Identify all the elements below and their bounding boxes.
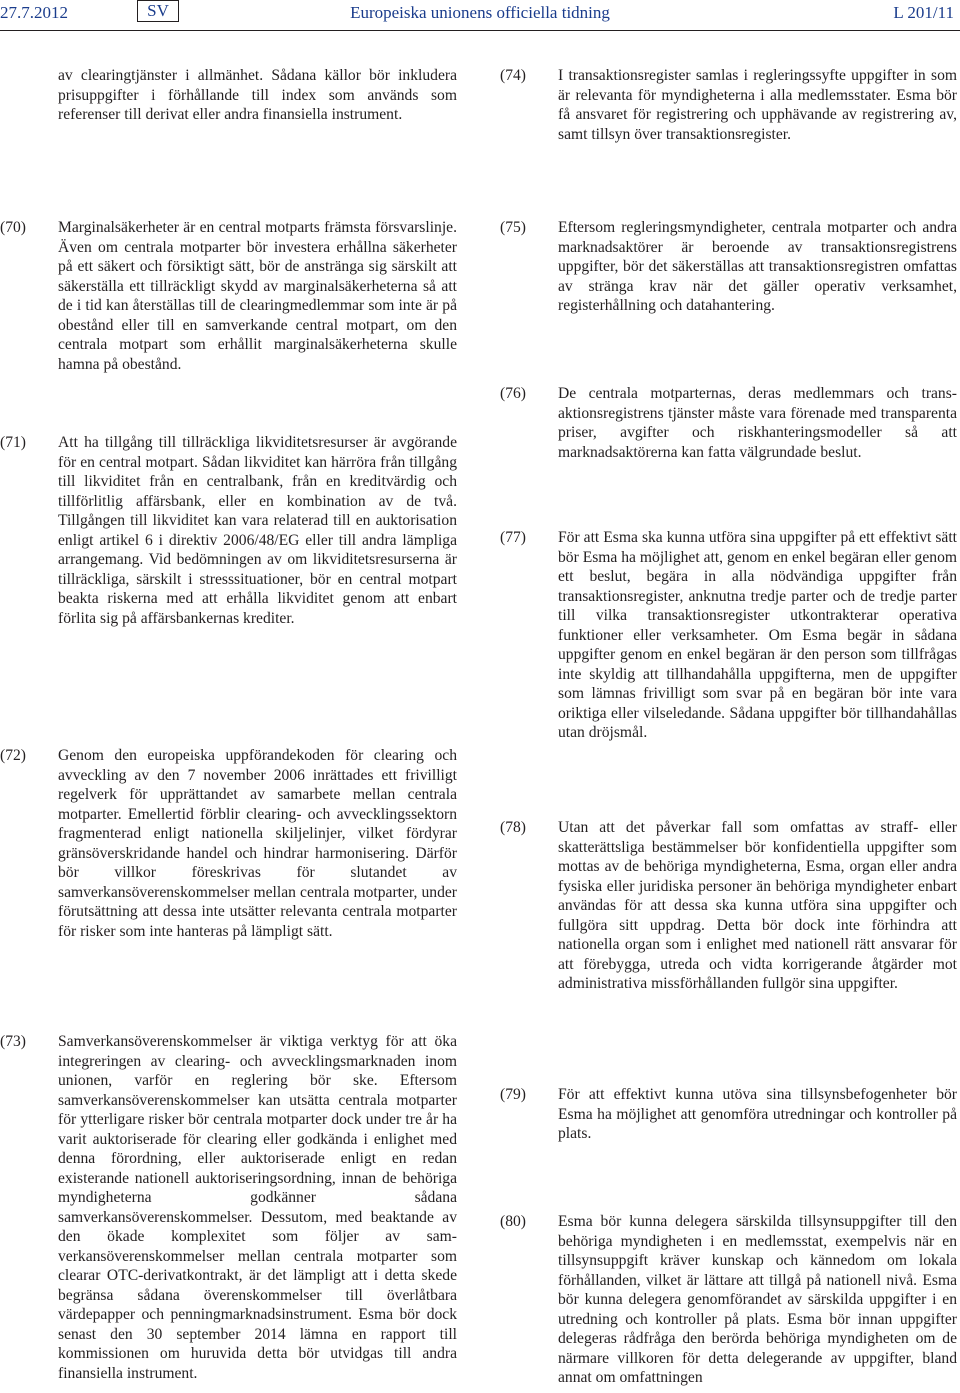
- page-number: L 201/11: [893, 3, 954, 22]
- page-header: [0, 0, 960, 32]
- recital-number: (78): [500, 819, 526, 836]
- recital-text: För att Esma ska kunna utföra sina uppgifter på ett effektivt sätt bör Esma ha möjlighet att, genom en enkel begäran eller genom ett beslut, begära in alla nödvändiga uppgifter från transaktionsregister, anknutna tredje parter och de tredje parter till vilka transaktionsregister utkontrakterar operativa funktioner eller verksamheter. Om Esma begär in sådana uppgifter genom en enkel begäran är den person som tillfrågas inte skyldig att tillhandahålla uppgifterna, men de uppgifter som lämnas frivilligt som svar på en begäran bör inte vara oriktiga eller vilseledande. Sådana uppgifter bör tillhandahållas utan dröjsmål.: [558, 529, 957, 741]
- recital-number: (72): [0, 747, 26, 764]
- recital-text: Esma bör kunna delegera särskilda tillsynsuppgifter till den behöriga myndigheten i en medlemsstat, exempelvis när en tillsynsuppgift kräver kunskap och kännedom om lokala förhållanden, vilket är lättare att tillgå på nationell nivå. Esma bör kunna delegera genomförandet av särskilda uppgifter i en utredning och kontroller på plats. Esma bör innan uppgifter delegeras rådfråga den berörda behöriga myndigheten om de närmare villkoren för detta delegerande av uppgifter, bland annat om omfattningen: [558, 1213, 957, 1386]
- recital-number: (79): [500, 1086, 526, 1103]
- recital-text: Eftersom regleringsmyndigheter, centrala motparter och andra marknadsaktörer är beroende av transaktionsregistrens uppgifter, bör det säkerställas att transaktionsregistren omfattas av stränga krav när det gäller operativ verksamhet, registerhållning och datahantering.: [558, 219, 957, 314]
- recital-text: Marginalsäkerheter är en central motparts främsta försvarslinje. Även om centrala motparter bör investera erhållna säkerheter på ett säkert och försiktigt sätt, bör de ansträngа sig särskilt att säkerställa ett tillräckligt skydd av marginalsäkerheterna så att de i tid kan återställas till de clearingmedlemmar som inte är på obestånd eller till en samverkande central motpart, om den centrala motpart som erhållit marginalsäkerheterna skulle hamna på obestånd.: [58, 219, 457, 373]
- recital-number: (77): [500, 529, 526, 546]
- language-badge: SV: [137, 0, 179, 22]
- recital-text: Genom den europeiska uppförandekoden för clearing och avveckling av den 7 november 2006 inrättades ett frivilligt regelverk för upprättandet av samarbete mellan centrala motparter. Emellertid förblir clearing- och avvecklingssektorn fragmenterad enligt nationella skiljelinjer, vilket fördyrar gränsöverskridande handel och hindrar harmonisering. Därför bör villkor föreskrivas för slutandet av samverkansöverenskommelser mellan centrala motparter, under förutsättning att dessa inte utsätter relevanta centrala motparter för risker som inte hanteras på lämpligt sätt.: [58, 747, 457, 940]
- header-rule: [0, 30, 960, 31]
- recital-text: De centrala motparternas, deras medlemmars och transaktionsregistrens tjänster måste vara förenade med transparenta priser, avgifter och riskhanteringsmodeller så att marknadsaktörerna kan fatta välgrundade beslut.: [558, 385, 957, 461]
- recital-number: (71): [0, 434, 26, 451]
- recital-number: (80): [500, 1213, 526, 1230]
- recital-text: Att ha tillgång till tillräckliga likviditetsresurser är avgörande för en central motpart. Sådan likviditet kan härröra från tillgång till likviditet från en centralbank, från en kreditvärdig och tillförlitlig affärsbank, eller en kombination av de två. Tillgången till likviditet kan vara relaterad till en auktorisation enligt artikel 6 i direktiv 2006/48/EG eller till andra lämpliga arrangemang. Vid bedömningen av om likviditetsresurserna är tillräckliga, särskilt i stresssituationer, bör en central motpart beakta riskerna med att erhålla likviditet genom att enbart förlita sig på affärsbankernas krediter.: [58, 434, 457, 627]
- recital-number: (74): [500, 67, 526, 84]
- recital-text: För att effektivt kunna utöva sina tillsynsbefogenheter bör Esma ha möjlighet att genomföra utredningar och kontroller på plats.: [558, 1086, 957, 1142]
- recital-number: (75): [500, 219, 526, 236]
- journal-title: Europeiska unionens officiella tidning: [350, 3, 610, 22]
- recital-number: (73): [0, 1033, 26, 1050]
- header-date: 27.7.2012: [0, 3, 68, 22]
- recital-number: (70): [0, 219, 26, 236]
- recital-text: Utan att det påverkar fall som omfattas av straff- eller skatterättsliga bestämmelser bör konfidentiella uppgifter som mottas av de behöriga myndigheterna, Esma, organ eller andra fysiska eller juridiska personer än behöriga myndigheter enbart användas för att dessa ska kunna utföra sina uppgifter och fullgöra sitt uppdrag. Detta bör dock inte förhindra att nationella organ som i enlighet med nationell rätt ansvarar för att förebygga, utreda och vidta korrigerande åtgärder mot administrativa missförhållanden fullgör sina uppgifter.: [558, 819, 957, 992]
- recital-text: I transaktionsregister samlas i regleringssyfte uppgifter in som är relevanta för myndigheterna i alla medlemsstater. Esma bör få ansvaret för registrering och upphävande av registrering av, samt tillsyn över transaktionsregister.: [558, 67, 957, 143]
- recital-text: Samverkansöverenskommelser är viktiga verktyg för att öka integreringen av clearing- och avvecklingsmarknaden inom unionen, varför en reglering bör ske. Eftersom samverkansöverenskommelser kan utsätta centrala motparter för ytterligare risker bör centrala motparter dock under tre år ha varit auktoriserade för clearing eller godkända i enlighet med denna förordning, eller auktoriserade enligt en redan existerande nationell auktoriseringsordning, innan de behöriga myndigheterna godkänner sådana samverkansöverenskommelser. Dessutom, med beaktande av den ökade komplexitet som följer av samverkansöverenskommelser mellan centrala motparter som clearar OTC-derivatkontrakt, är det lämpligt att i detta skede begränsa sådana överenskommelser till överlåtbara värdepapper och penningmarknadsinstrument. Esma bör dock senast den 30 september 2014 lämna en rapport till kommissionen om huruvida detta bör utvidgas till andra finansiella instrument.: [58, 1033, 457, 1382]
- recital-number: (76): [500, 385, 526, 402]
- continuation-paragraph: av clearingtjänster i allmänhet. Sådana källor bör inkludera prisuppgifter i förhållande till index som används som referenser till derivat eller andra finansiella instrument.: [58, 67, 457, 123]
